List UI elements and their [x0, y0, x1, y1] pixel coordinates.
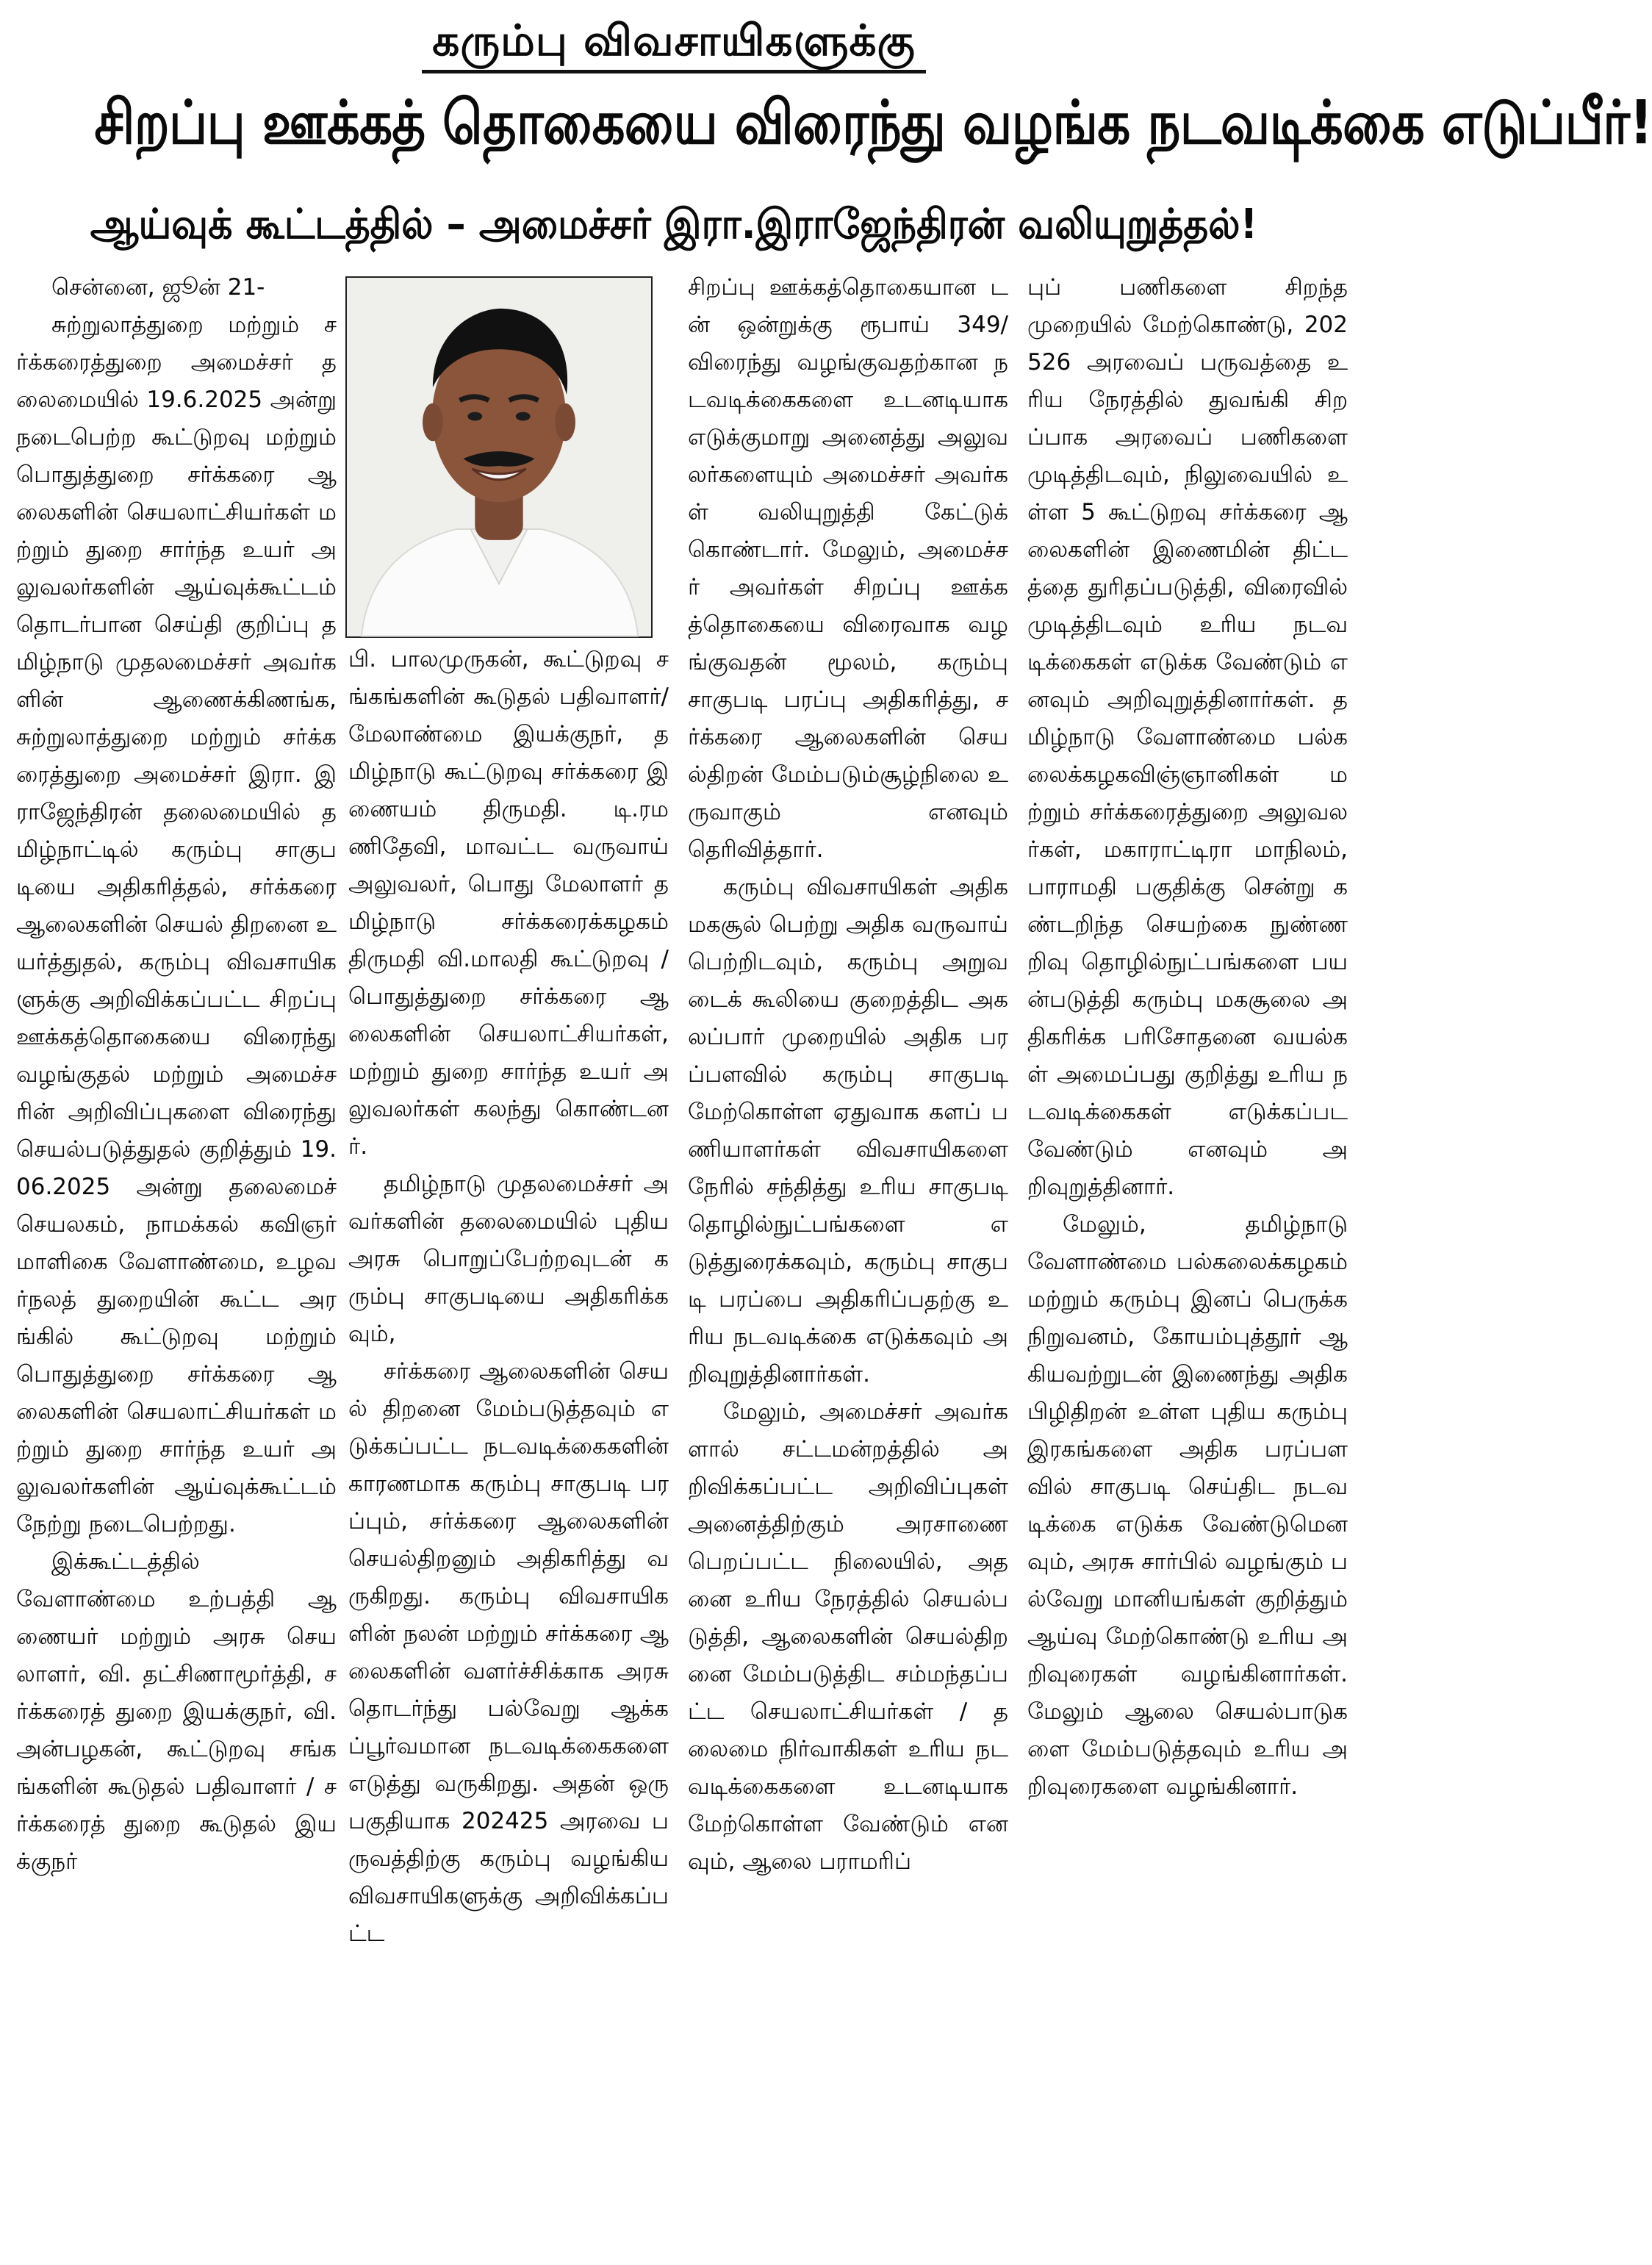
- dateline: சென்னை, ஜூன் 21-: [51, 274, 265, 301]
- article-column-4: [1027, 269, 1348, 2253]
- kicker-text: கரும்பு விவசாயிகளுக்கு: [422, 15, 926, 73]
- kicker-heading: [0, 13, 1348, 68]
- paragraph: மேலும், தமிழ்நாடு வேளாண்மை பல்கலைக்கழகம் மற்றும் கரும்பு இனப் பெருக்க நிறுவனம், கோயம்புத்தூர் ஆகியவற்றுடன் இணைந்து அதிக பிழிதிறன் உள்ள புதிய கரும்பு இரகங்களை அதிக பரப்பளவில் சாகுபடி செய்திட நடவடிக்கை எடுக்க வேண்டுமெனவும், அரசு சார்பில் வழங்கும் பல்வேறு மானியங்கள் குறித்தும் ஆய்வு மேற்கொண்டு உரிய அறிவுரைகள் வழங்கினார்கள். மேலும் ஆலை செயல்பாடுகளை மேம்படுத்தவும் உரிய அறிவுரைகளை வழங்கினார்.: [1027, 1211, 1348, 1800]
- article-column-1: [16, 269, 337, 2253]
- paragraph: மேலும், அமைச்சர் அவர்களால் சட்டமன்றத்தில் அறிவிக்கப்பட்ட அறிவிப்புகள் அனைத்திற்கும் அரசாணை பெறப்பட்ட நிலையில், அதனை உரிய நேரத்தில் செயல்படுத்தி, ஆலைகளின் செயல்திறனை மேம்படுத்திட சம்மந்தப்பட்ட செயலாட்சியர்கள் / தலைமை நிர்வாகிகள் உரிய நடவடிக்கைகளை உடனடியாக மேற்கொள்ள வேண்டும் எனவும், ஆலை பராமரிப்: [688, 1399, 1008, 1875]
- subheadline: ஆய்வுக் கூட்டத்தில் – அமைச்சர் இரா.இராஜேந்திரன் வலியுறுத்தல்!: [90, 201, 1258, 248]
- paragraph: சிறப்பு ஊக்கத்தொகையான டன் ஒன்றுக்கு ரூபாய் 349/ விரைந்து வழங்குவதற்கான நடவடிக்கைகளை உடனடியாக எடுக்குமாறு அனைத்து அலுவலர்களையும் அமைச்சர் அவர்கள் வலியுறுத்தி கேட்டுக் கொண்டார். மேலும், அமைச்சர் அவர்கள் சிறப்பு ஊக்கத்தொகையை விரைவாக வழங்குவதன் மூலம், கரும்பு சாகுபடி பரப்பு அதிகரித்து, சர்க்கரை ஆலைகளின் செயல்திறன் மேம்படும்சூழ்நிலை உருவாகும் எனவும் தெரிவித்தார்.: [688, 274, 1008, 863]
- paragraph: சர்க்கரை ஆலைகளின் செயல் திறனை மேம்படுத்தவும் எடுக்கப்பட்ட நடவடிக்கைகளின் காரணமாக கரும்பு சாகுபடி பரப்பும், சர்க்கரை ஆலைகளின் செயல்திறனும் அதிகரித்து வருகிறது. கரும்பு விவசாயிகளின் நலன் மற்றும் சர்க்கரை ஆலைகளின் வளர்ச்சிக்காக அரசு தொடர்ந்து பல்வேறு ஆக்கப்பூர்வமான நடவடிக்கைகளை எடுத்து வருகிறது. அதன் ஒரு பகுதியாக 202425 அரவை பருவத்திற்கு கரும்பு வழங்கிய விவசாயிகளுக்கு அறிவிக்கப்பட்ட: [348, 1358, 669, 1947]
- paragraph: பி. பாலமுருகன், கூட்டுறவு சங்கங்களின் கூடுதல் பதிவாளர்/மேலாண்மை இயக்குநர், தமிழ்நாடு கூட்டுறவு சர்க்கரை இணையம் திருமதி. டி.ரமணிதேவி, மாவட்ட வருவாய் அலுவலர், பொது மேலாளர் தமிழ்நாடு சர்க்கரைக்கழகம் திருமதி வி.மாலதி கூட்டுறவு /பொதுத்துறை சர்க்கரை ஆலைகளின் செயலாட்சியர்கள், மற்றும் துறை சார்ந்த உயர் அலுவலர்கள் கலந்து கொண்டனர்.: [348, 646, 669, 1160]
- paragraph: கரும்பு விவசாயிகள் அதிக மகசூல் பெற்று அதிக வருவாய் பெற்றிடவும், கரும்பு அறுவடைக் கூலியை குறைத்திட அகலப்பார் முறையில் அதிக பரப்பளவில் கரும்பு சாகுபடி மேற்கொள்ள ஏதுவாக களப் பணியாளர்கள் விவசாயிகளை நேரில் சந்தித்து உரிய சாகுபடி தொழில்நுட்பங்களை எடுத்துரைக்கவும், கரும்பு சாகுபடி பரப்பை அதிகரிப்பதற்கு உரிய நடவடிக்கை எடுக்கவும் அறிவுறுத்தினார்கள்.: [688, 874, 1008, 1388]
- paragraph: இக்கூட்டத்தில் வேளாண்மை உற்பத்தி ஆணையர் மற்றும் அரசு செயலாளர், வி. தட்சிணாமூர்த்தி, சர்க்கரைத் துறை இயக்குநர், வி.அன்பழகன், கூட்டுறவு சங்கங்களின் கூடுதல் பதிவாளர் / சர்க்கரைத் துறை கூடுதல் இயக்குநர்: [16, 1548, 337, 1875]
- article-column-3: [688, 269, 1008, 2253]
- paragraph: புப் பணிகளை சிறந்த முறையில் மேற்கொண்டு, 202526 அரவைப் பருவத்தை உரிய நேரத்தில் துவங்கி சிறப்பாக அரவைப் பணிகளை முடித்திடவும், நிலுவையில் உள்ள 5 கூட்டுறவு சர்க்கரை ஆலைகளின் இணைமின் திட்டத்தை துரிதப்படுத்தி, விரைவில் முடித்திடவும் உரிய நடவடிக்கைகள் எடுக்க வேண்டும் எனவும் அறிவுறுத்தினார்கள். தமிழ்நாடு வேளாண்மை பல்கலைக்கழகவிஞ்ஞானிகள் மற்றும் சர்க்கரைத்துறை அலுவலர்கள், மகாராட்டிரா மாநிலம், பாராமதி பகுதிக்கு சென்று கண்டறிந்த செயற்கை நுண்ணறிவு தொழில்நுட்பங்களை பயன்படுத்தி கரும்பு மகசூலை அதிகரிக்க பரிசோதனை வயல்கள் அமைப்பது குறித்து உரிய நடவடிக்கைகள் எடுக்கப்பட வேண்டும் எனவும் அறிவுறுத்தினார்.: [1027, 274, 1348, 1200]
- headline: சிறப்பு ஊக்கத் தொகையை விரைந்து வழங்க நடவடிக்கை எடுப்பீர்!: [94, 88, 1652, 158]
- paragraph: தமிழ்நாடு முதலமைச்சர் அவர்களின் தலைமையில் புதிய அரசு பொறுப்பேற்றவுடன் கரும்பு சாகுபடியை அதிகரிக்கவும்,: [348, 1171, 669, 1347]
- article-column-2: [348, 641, 669, 2253]
- minister-portrait-photo: [345, 276, 653, 638]
- portrait-icon: [347, 278, 651, 636]
- paragraph: சுற்றுலாத்துறை மற்றும் சர்க்கரைத்துறை அமைச்சர் தலைமையில் 19.6.2025 அன்று நடைபெற்ற கூட்டுறவு மற்றும் பொதுத்துறை சர்க்கரை ஆலைகளின் செயலாட்சியர்கள் மற்றும் துறை சார்ந்த உயர் அலுவலர்களின் ஆய்வுக்கூட்டம் தொடர்பான செய்தி குறிப்பு தமிழ்நாடு முதலமைச்சர் அவர்களின் ஆணைக்கிணங்க, சுற்றுலாத்துறை மற்றும் சர்க்கரைத்துறை அமைச்சர் இரா. இராஜேந்திரன் தலைமையில் தமிழ்நாட்டில் கரும்பு சாகுபடியை அதிகரித்தல், சர்க்கரை ஆலைகளின் செயல் திறனை உயர்த்துதல், கரும்பு விவசாயிகளுக்கு அறிவிக்கப்பட்ட சிறப்பு ஊக்கத்தொகையை விரைந்து வழங்குதல் மற்றும் அமைச்சரின் அறிவிப்புகளை விரைந்து செயல்படுத்துதல் குறித்தும் 19.06.2025 அன்று தலைமைச் செயலகம், நாமக்கல் கவிஞர் மாளிகை வேளாண்மை, உழவர்நலத் துறையின் கூட்ட அரங்கில் கூட்டுறவு மற்றும் பொதுத்துறை சர்க்கரை ஆலைகளின் செயலாட்சியர்கள் மற்றும் துறை சார்ந்த உயர் அலுவலர்களின் ஆய்வுக்கூட்டம் நேற்று நடைபெற்றது.: [16, 312, 337, 1537]
